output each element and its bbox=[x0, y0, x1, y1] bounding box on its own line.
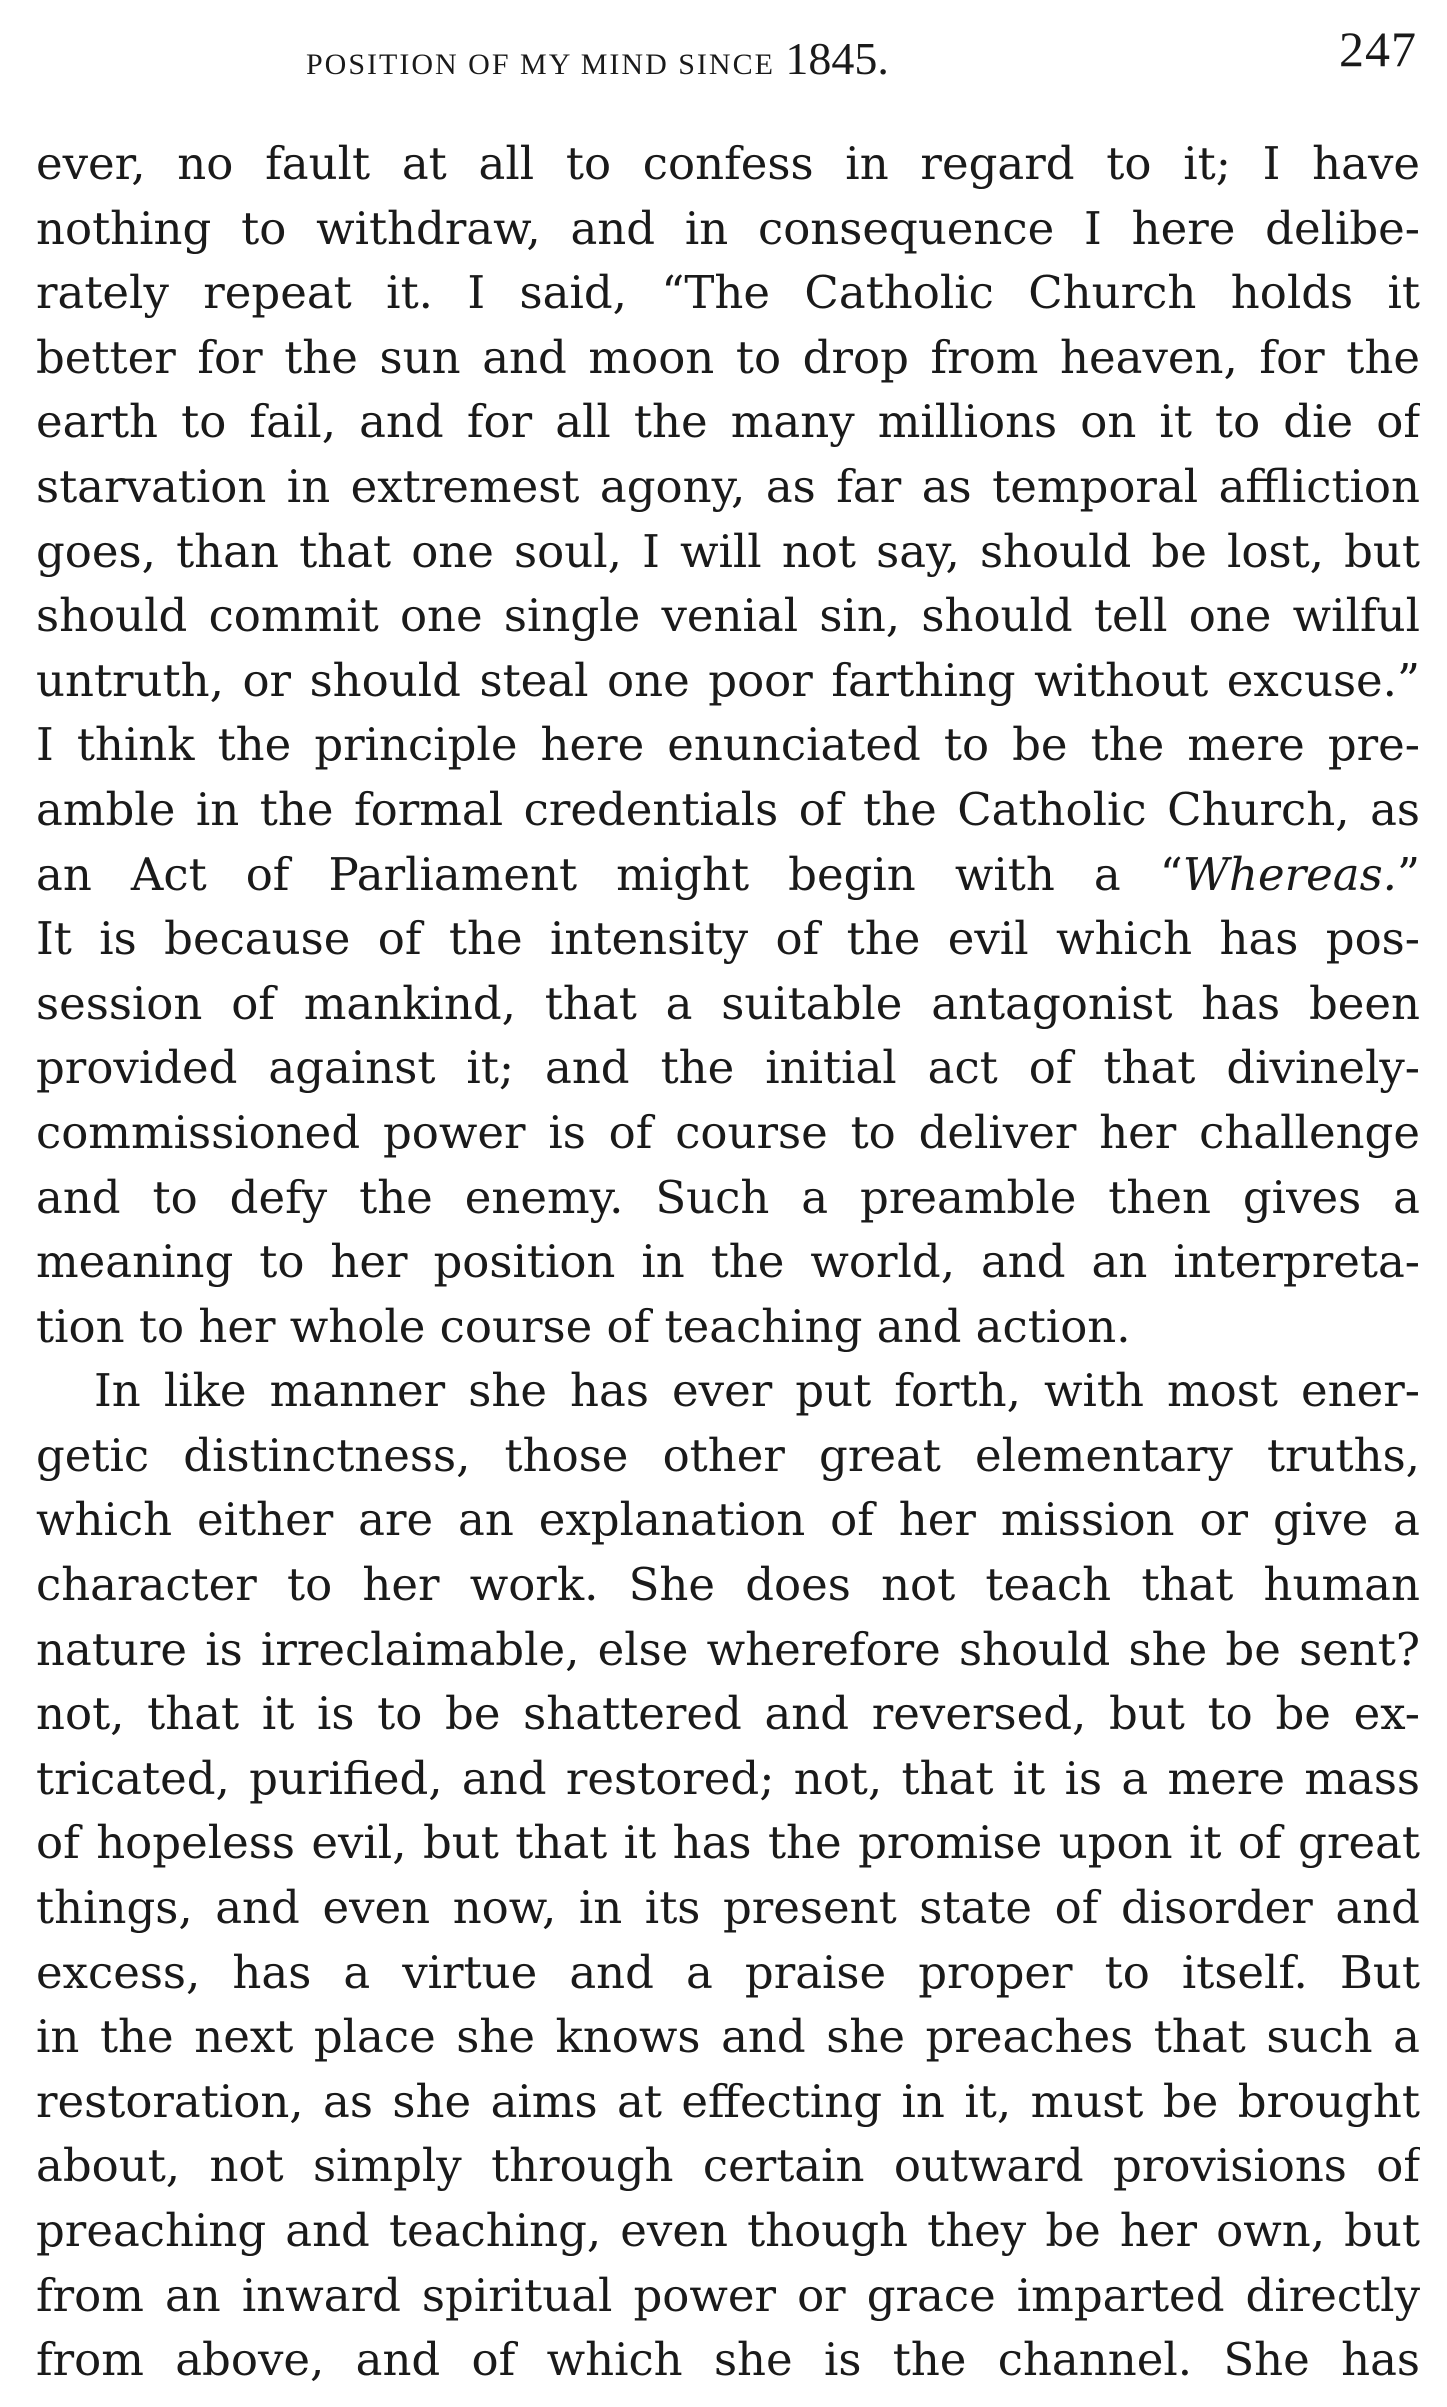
text-line: about, not simply through certain outward provisions of bbox=[36, 2139, 1420, 2193]
text-line: nothing to withdraw, and in consequence I here delibe- bbox=[36, 201, 1420, 255]
text-line: tricated, purified, and restored; not, that it is a mere mass bbox=[36, 1751, 1420, 1805]
text-line: in the next place she knows and she preaches that such a bbox=[36, 2010, 1420, 2064]
running-head-year: 1845. bbox=[785, 33, 889, 84]
text-line: should commit one single venial sin, should tell one wilful bbox=[36, 589, 1420, 643]
text-line: meaning to her position in the world, and an interpreta- bbox=[36, 1235, 1420, 1289]
text-line: starvation in extremest agony, as far as temporal affliction bbox=[36, 459, 1420, 513]
text-line: preaching and teaching, even though they be her own, but bbox=[36, 2204, 1420, 2257]
text-line: things, and even now, in its present state of disorder and bbox=[36, 1881, 1420, 1935]
paragraph-end-line: tion to her whole course of teaching and action. bbox=[36, 1299, 1131, 1353]
text-line-with-italic bbox=[36, 843, 1420, 908]
closing-quote: ” bbox=[1396, 847, 1420, 901]
text-line: getic distinctness, those other great elementary truths, bbox=[36, 1428, 1420, 1482]
text-line: not, that it is to be shattered and reversed, but to be ex- bbox=[36, 1687, 1420, 1741]
text-line: earth to fail, and for all the many millions on it to die of bbox=[36, 395, 1420, 449]
page-header bbox=[36, 18, 1417, 84]
running-head bbox=[306, 32, 889, 85]
text-line: I think the principle here enunciated to be the mere pre- bbox=[36, 718, 1420, 772]
text-line: nature is irreclaimable, else wherefore should she be sent? bbox=[36, 1622, 1420, 1676]
text-line: from an inward spiritual power or grace imparted directly bbox=[36, 2268, 1420, 2322]
text-line: excess, has a virtue and a praise proper to itself. But bbox=[36, 1945, 1420, 1999]
text-line: commissioned power is of course to deliver her challenge bbox=[36, 1105, 1420, 1159]
paragraph-start-line: In like manner she has ever put forth, with most ener- bbox=[94, 1364, 1420, 1418]
text-line: ever, no fault at all to confess in regard to it; I have bbox=[36, 137, 1420, 190]
text-line: goes, than that one soul, I will not say, should be lost, but bbox=[36, 524, 1420, 578]
body-text bbox=[36, 132, 1420, 2393]
text-line: restoration, as she aims at effecting in it, must be brought bbox=[36, 2074, 1420, 2128]
text-line: amble in the formal credentials of the Catholic Church, as bbox=[36, 782, 1420, 836]
italic-word: Whereas. bbox=[1182, 847, 1397, 901]
text-line: untruth, or should steal one poor farthing without excuse.” bbox=[36, 653, 1420, 707]
text-line: better for the sun and moon to drop from heaven, for the bbox=[36, 330, 1420, 384]
running-head-title: POSITION OF MY MIND SINCE bbox=[306, 48, 775, 81]
text-line: which either are an explanation of her mission or give a bbox=[36, 1493, 1420, 1547]
text-line: provided against it; and the initial act of that divinely- bbox=[36, 1041, 1420, 1095]
text-line: from above, and of which she is the channel. She has bbox=[36, 2333, 1420, 2387]
text-line: and to defy the enemy. Such a preamble then gives a bbox=[36, 1170, 1420, 1224]
page-number: 247 bbox=[1339, 21, 1417, 77]
text-line: character to her work. She does not teach that human bbox=[36, 1558, 1420, 1612]
text-line: session of mankind, that a suitable antagonist has been bbox=[36, 976, 1420, 1030]
text-line-segment: an Act of Parliament might begin with a “ bbox=[36, 847, 1183, 901]
text-line: rately repeat it. I said, “The Catholic Church holds it bbox=[36, 266, 1420, 320]
text-line: of hopeless evil, but that it has the promise upon it of great bbox=[36, 1816, 1420, 1870]
text-line: It is because of the intensity of the evil which has pos- bbox=[36, 912, 1420, 966]
